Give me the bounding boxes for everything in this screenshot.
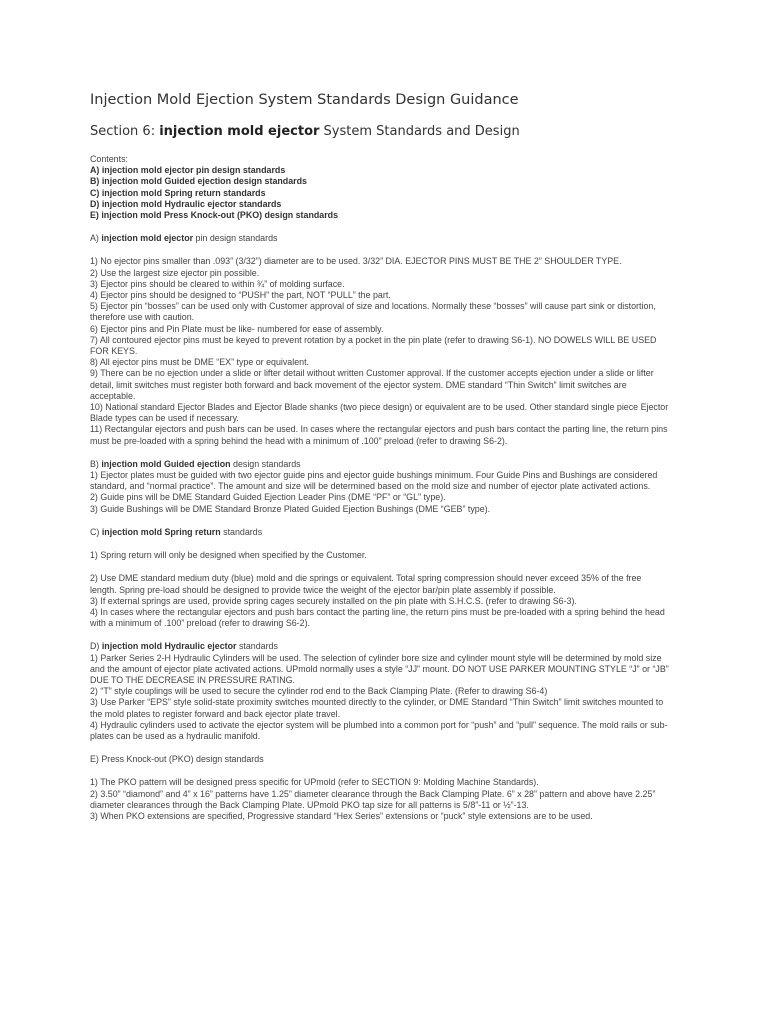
section-a-item: 6) Ejector pins and Pin Plate must be like- numbered for ease of assembly. — [90, 323, 384, 334]
section-suffix: System Standards and Design — [319, 124, 520, 139]
section-d-item: 3) Use Parker “EPS” style solid-state proximity switches mounted directly to the cylinder, or DME Standard “Thin Switch” limit switches mounted to the mold plates to register forward and back ejector plate travel. — [90, 697, 664, 719]
section-bold: injection mold ejector — [159, 124, 320, 139]
section-c-heading: C) injection mold Spring return standards — [90, 526, 263, 537]
section-c-item: 3) If external springs are used, provide spring cages securely installed on the pin plate with S.H.C.S. (refer to drawing S6-3). — [90, 595, 577, 606]
contents-item: C) injection mold Spring return standards — [90, 187, 266, 198]
section-a-item: 3) Ejector pins should be cleared to within ¾” of molding surface. — [90, 278, 345, 289]
section-e-item: 2) 3.50” “diamond” and 4” x 16” patterns have 1.25” diameter clearance through the Back Clamping Plate. 6” x 28” pattern and above have 2.25” diameter clearances through the Back Clamping Plate. UPmold PKO tap size for all patterns is 5/8”-11 or ½”-13. — [90, 788, 656, 810]
section-heading — [90, 124, 520, 139]
document-body — [90, 154, 670, 822]
section-b-item: 1) Ejector plates must be guided with two ejector guide pins and ejector guide bushings minimum. Four Guide Pins and Bushings are considered standard, and “normal practice”. The amount and size will be determined based on the mold size and number of ejector plate activated actions. — [90, 470, 658, 492]
contents-item: D) injection mold Hydraulic ejector standards — [90, 198, 282, 209]
section-c-item: 2) Use DME standard medium duty (blue) mold and die springs or equivalent. Total spring compression should never exceed 35% of the free length. Spring pre-load should be designed to provide twice the weight of the ejector bar/pin plate assembly if possible. — [90, 573, 642, 595]
section-a-item: 1) No ejector pins smaller than .093” (3/32”) diameter are to be used. 3/32” DIA. EJECTOR PINS MUST BE THE 2” SHOULDER TYPE. — [90, 256, 622, 267]
section-a-item: 5) Ejector pin “bosses” can be used only with Customer approval of size and locations. Normally these “bosses” will cause part sink or distortion, therefore use with caution. — [90, 301, 656, 323]
section-a-item: 7) All contoured ejector pins must be keyed to prevent rotation by a pocket in the pin plate (refer to drawing S6-1). NO DOWELS WILL BE USED FOR KEYS. — [90, 334, 657, 357]
section-a-item: 11) Rectangular ejectors and push bars can be used. In cases where the rectangular ejectors and push bars contact the parting line, the return pins must be pre-loaded with a spring behind the head with a minimum of .100” preload (refer to drawing S6-2). — [90, 424, 668, 446]
section-c-item: 4) In cases where the rectangular ejectors and push bars contact the parting line, the return pins must be pre-loaded with a spring behind the head with a minimum of .100” preload (refer to drawing S6-2). — [90, 606, 665, 629]
contents-item: B) injection mold Guided ejection design standards — [90, 176, 307, 187]
section-d-item: 1) Parker Series 2-H Hydraulic Cylinders will be used. The selection of cylinder bore size and cylinder mount style will be determined by mold size and the amount of ejector plate activated actions. UPmold normally uses a style “JJ” mount. DO NOT USE PARKER MOUNTING STYLE “J” or “JB” DUE TO THE DECREASE IN PRESSURE RATING. — [90, 652, 669, 685]
section-a-item: 10) National standard Ejector Blades and Ejector Blade shanks (two piece design) or equivalent are to be used. Other standard single piece Ejector Blade types can be used if necessary. — [90, 402, 669, 424]
section-c-item: 1) Spring return will only be designed when specified by the Customer. — [90, 550, 367, 561]
contents-item: A) injection mold ejector pin design standards — [90, 165, 286, 176]
document-title: Injection Mold Ejection System Standards Design Guidance — [90, 92, 519, 108]
section-a-item: 8) All ejector pins must be DME “EX” type or equivalent. — [90, 357, 310, 368]
section-d-item: 2) “T” style couplings will be used to secure the cylinder rod end to the Back Clamping Plate. (Refer to drawing S6-4) — [90, 686, 548, 697]
section-b-item: 2) Guide pins will be DME Standard Guided Ejection Leader Pins (DME “PF” or “GL” type). — [90, 492, 446, 503]
section-d-item: 4) Hydraulic cylinders used to activate the ejector system will be plumbed into a common port for “push” and “pull” sequence. The mold rails or sub-plates can be used as a hydraulic manifold. — [90, 719, 668, 741]
contents-item: E) injection mold Press Knock-out (PKO) design standards — [90, 210, 339, 221]
section-a-item: 9) There can be no ejection under a slide or lifter detail without written Customer approval. If the customer accepts ejection under a slide or lifter detail, limit switches must register both forward and back movement of the ejector system. DME standard “Thin Switch” limit switches are acceptable. — [90, 368, 654, 401]
section-a-heading: A) injection mold ejector pin design standards — [90, 233, 278, 244]
section-a-item: 4) Ejector pins should be designed to “PUSH” the part, NOT “PULL” the part. — [90, 290, 391, 301]
section-b-item: 3) Guide Bushings will be DME Standard Bronze Plated Guided Ejection Bushings (DME “GEB” type). — [90, 503, 491, 514]
section-b-heading: B) injection mold Guided ejection design standards — [90, 458, 301, 469]
section-e-item: 1) The PKO pattern will be designed press specific for UPmold (refer to SECTION 9: Molding Machine Standards). — [90, 777, 539, 788]
section-prefix: Section 6: — [90, 124, 160, 139]
section-e-heading: E) Press Knock-out (PKO) design standards — [90, 754, 264, 765]
section-e-item: 3) When PKO extensions are specified, Progressive standard “Hex Series” extensions or “puck” style extensions are to be used. — [90, 810, 593, 821]
contents-label: Contents: — [90, 154, 128, 164]
section-a-item: 2) Use the largest size ejector pin possible. — [90, 267, 260, 278]
section-d-heading: D) injection mold Hydraulic ejector standards — [90, 641, 278, 652]
